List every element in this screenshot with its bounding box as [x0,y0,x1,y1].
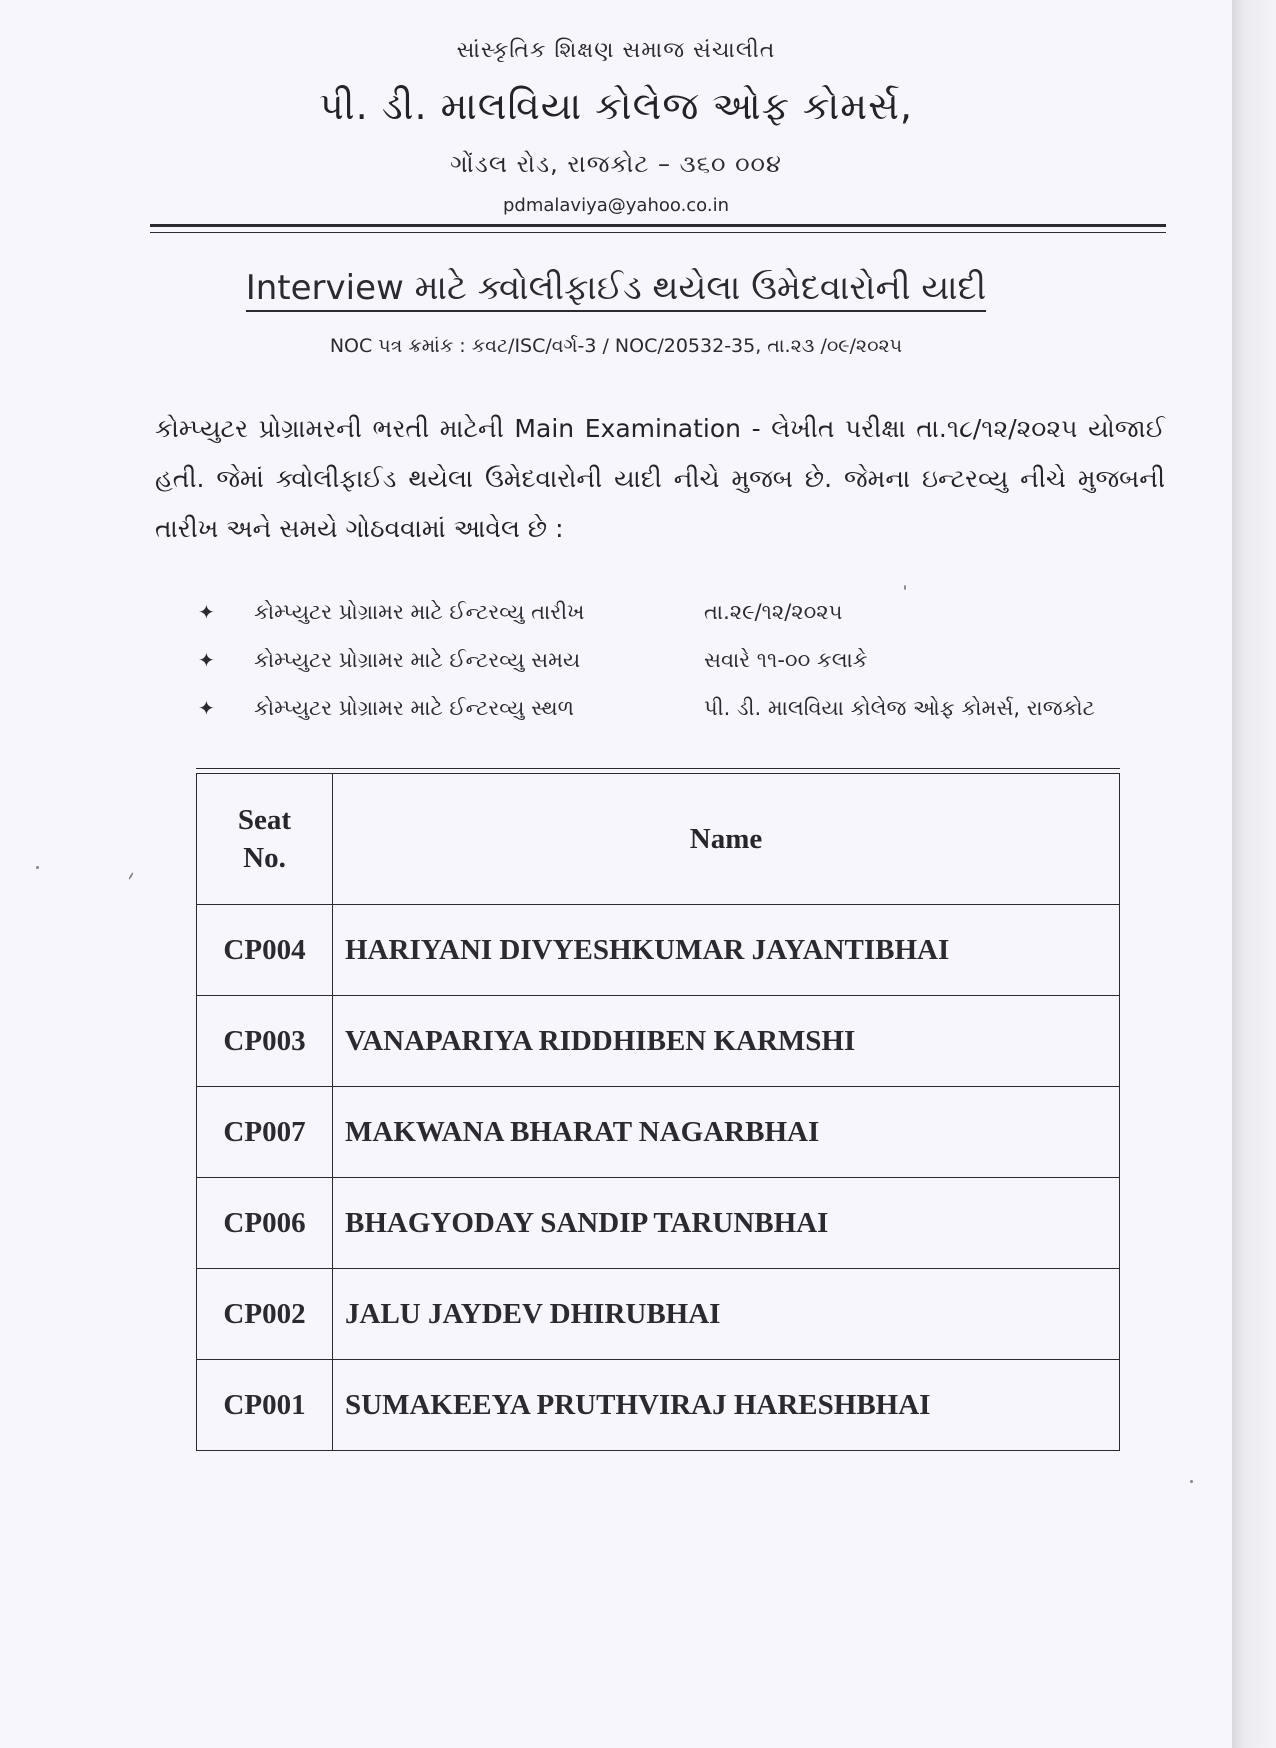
bullet-star-icon: ✦ [198,696,215,720]
table-row [197,1360,1120,1451]
candidate-name: HARIYANI DIVYESHKUMAR JAYANTIBHAI [333,905,1120,996]
interview-detail-value: તા.૨૯/૧૨/૨૦૨૫ [704,600,843,624]
scan-speck [128,872,134,880]
college-address: ગોંડલ રોડ, રાજકોટ – ૩૬૦ ૦૦૪ [450,150,782,178]
candidate-name: JALU JAYDEV DHIRUBHAI [333,1269,1120,1360]
interview-detail-value: પી. ડી. માલવિયા કોલેજ ઓફ કોમર્સ, રાજકોટ [704,696,1095,720]
seat-number: CP003 [197,996,333,1087]
table-row [197,1269,1120,1360]
intro-paragraph: કોમ્પ્યુટર પ્રોગ્રામરની ભરતી માટેની Main Examination - લેખીત પરીક્ષા તા.૧૮/૧૨/૨૦૨૫ યોજાઈ હતી. જેમાં ક્વોલીફાઈડ થયેલા ઉમેદવારોની યાદી નીચે મુજબ છે. જેમના ઇન્ટરવ્યુ નીચે મુજબની તારીખ અને સમયે ગોઠવવામાં આવેલ છે : [155,414,1165,543]
interview-detail-value: સવારે ૧૧-૦૦ કલાકે [704,648,868,672]
document-title [0,268,1232,308]
seat-number: CP006 [197,1178,333,1269]
seat-number: CP001 [197,1360,333,1451]
name-header: Name [333,774,1120,905]
seat-number: CP004 [197,905,333,996]
interview-detail-venue [198,694,1198,742]
table-top-rule [196,768,1120,769]
header-divider-thick [150,224,1166,227]
table-row [197,996,1120,1087]
college-email: pdmalaviya@yahoo.co.in [502,195,730,216]
bullet-star-icon: ✦ [198,600,215,624]
table-row [197,1087,1120,1178]
scan-edge-shadow [1232,0,1276,1748]
scan-speck [1190,1480,1193,1483]
seat-header-line2: No. [243,842,286,874]
scan-speck [904,585,906,590]
interview-detail-label: કોમ્પ્યુટર પ્રોગ્રામર માટે ઈન્ટરવ્યુ સ્થળ [254,696,575,720]
candidate-name: SUMAKEEYA PRUTHVIRAJ HARESHBHAI [333,1360,1120,1451]
interview-detail-label: કોમ્પ્યુટર પ્રોગ્રામર માટે ઈન્ટરવ્યુ સમય [254,648,581,672]
seat-number: CP002 [197,1269,333,1360]
bullet-star-icon: ✦ [198,648,215,672]
candidate-name: VANAPARIYA RIDDHIBEN KARMSHI [333,996,1120,1087]
college-name: પી. ડી. માલવિયા કોલેજ ઓફ કોમર્સ, [319,84,913,128]
seat-no-header [197,774,333,905]
candidates-table [196,773,1120,1451]
interview-detail-label: કોમ્પ્યુટર પ્રોગ્રામર માટે ઈન્ટરવ્યુ તારીખ [254,600,585,624]
organization-name: સાંસ્કૃતિક શિક્ષણ સમાજ સંચાલીત [456,38,776,63]
candidate-name: MAKWANA BHARAT NAGARBHAI [333,1087,1120,1178]
interview-detail-time [198,646,1198,694]
scan-speck [36,866,39,869]
document-title-text: Interview માટે ક્વોલીફાઈડ થયેલા ઉમેદવારોની યાદી [246,268,987,312]
table-header-row [197,774,1120,905]
table-row [197,1178,1120,1269]
noc-reference: NOC પત્ર ક્રમાંક : કવટ/ISC/વર્ગ-3 / NOC/20532-35, તા.૨૩ /૦૯/૨૦૨૫ [329,335,903,357]
interview-detail-date [198,598,1198,646]
table-row [197,905,1120,996]
seat-header-line1: Seat [237,804,292,836]
header-divider-thin [150,232,1166,233]
interview-details-list [198,598,1198,742]
candidate-name: BHAGYODAY SANDIP TARUNBHAI [333,1178,1120,1269]
seat-number: CP007 [197,1087,333,1178]
